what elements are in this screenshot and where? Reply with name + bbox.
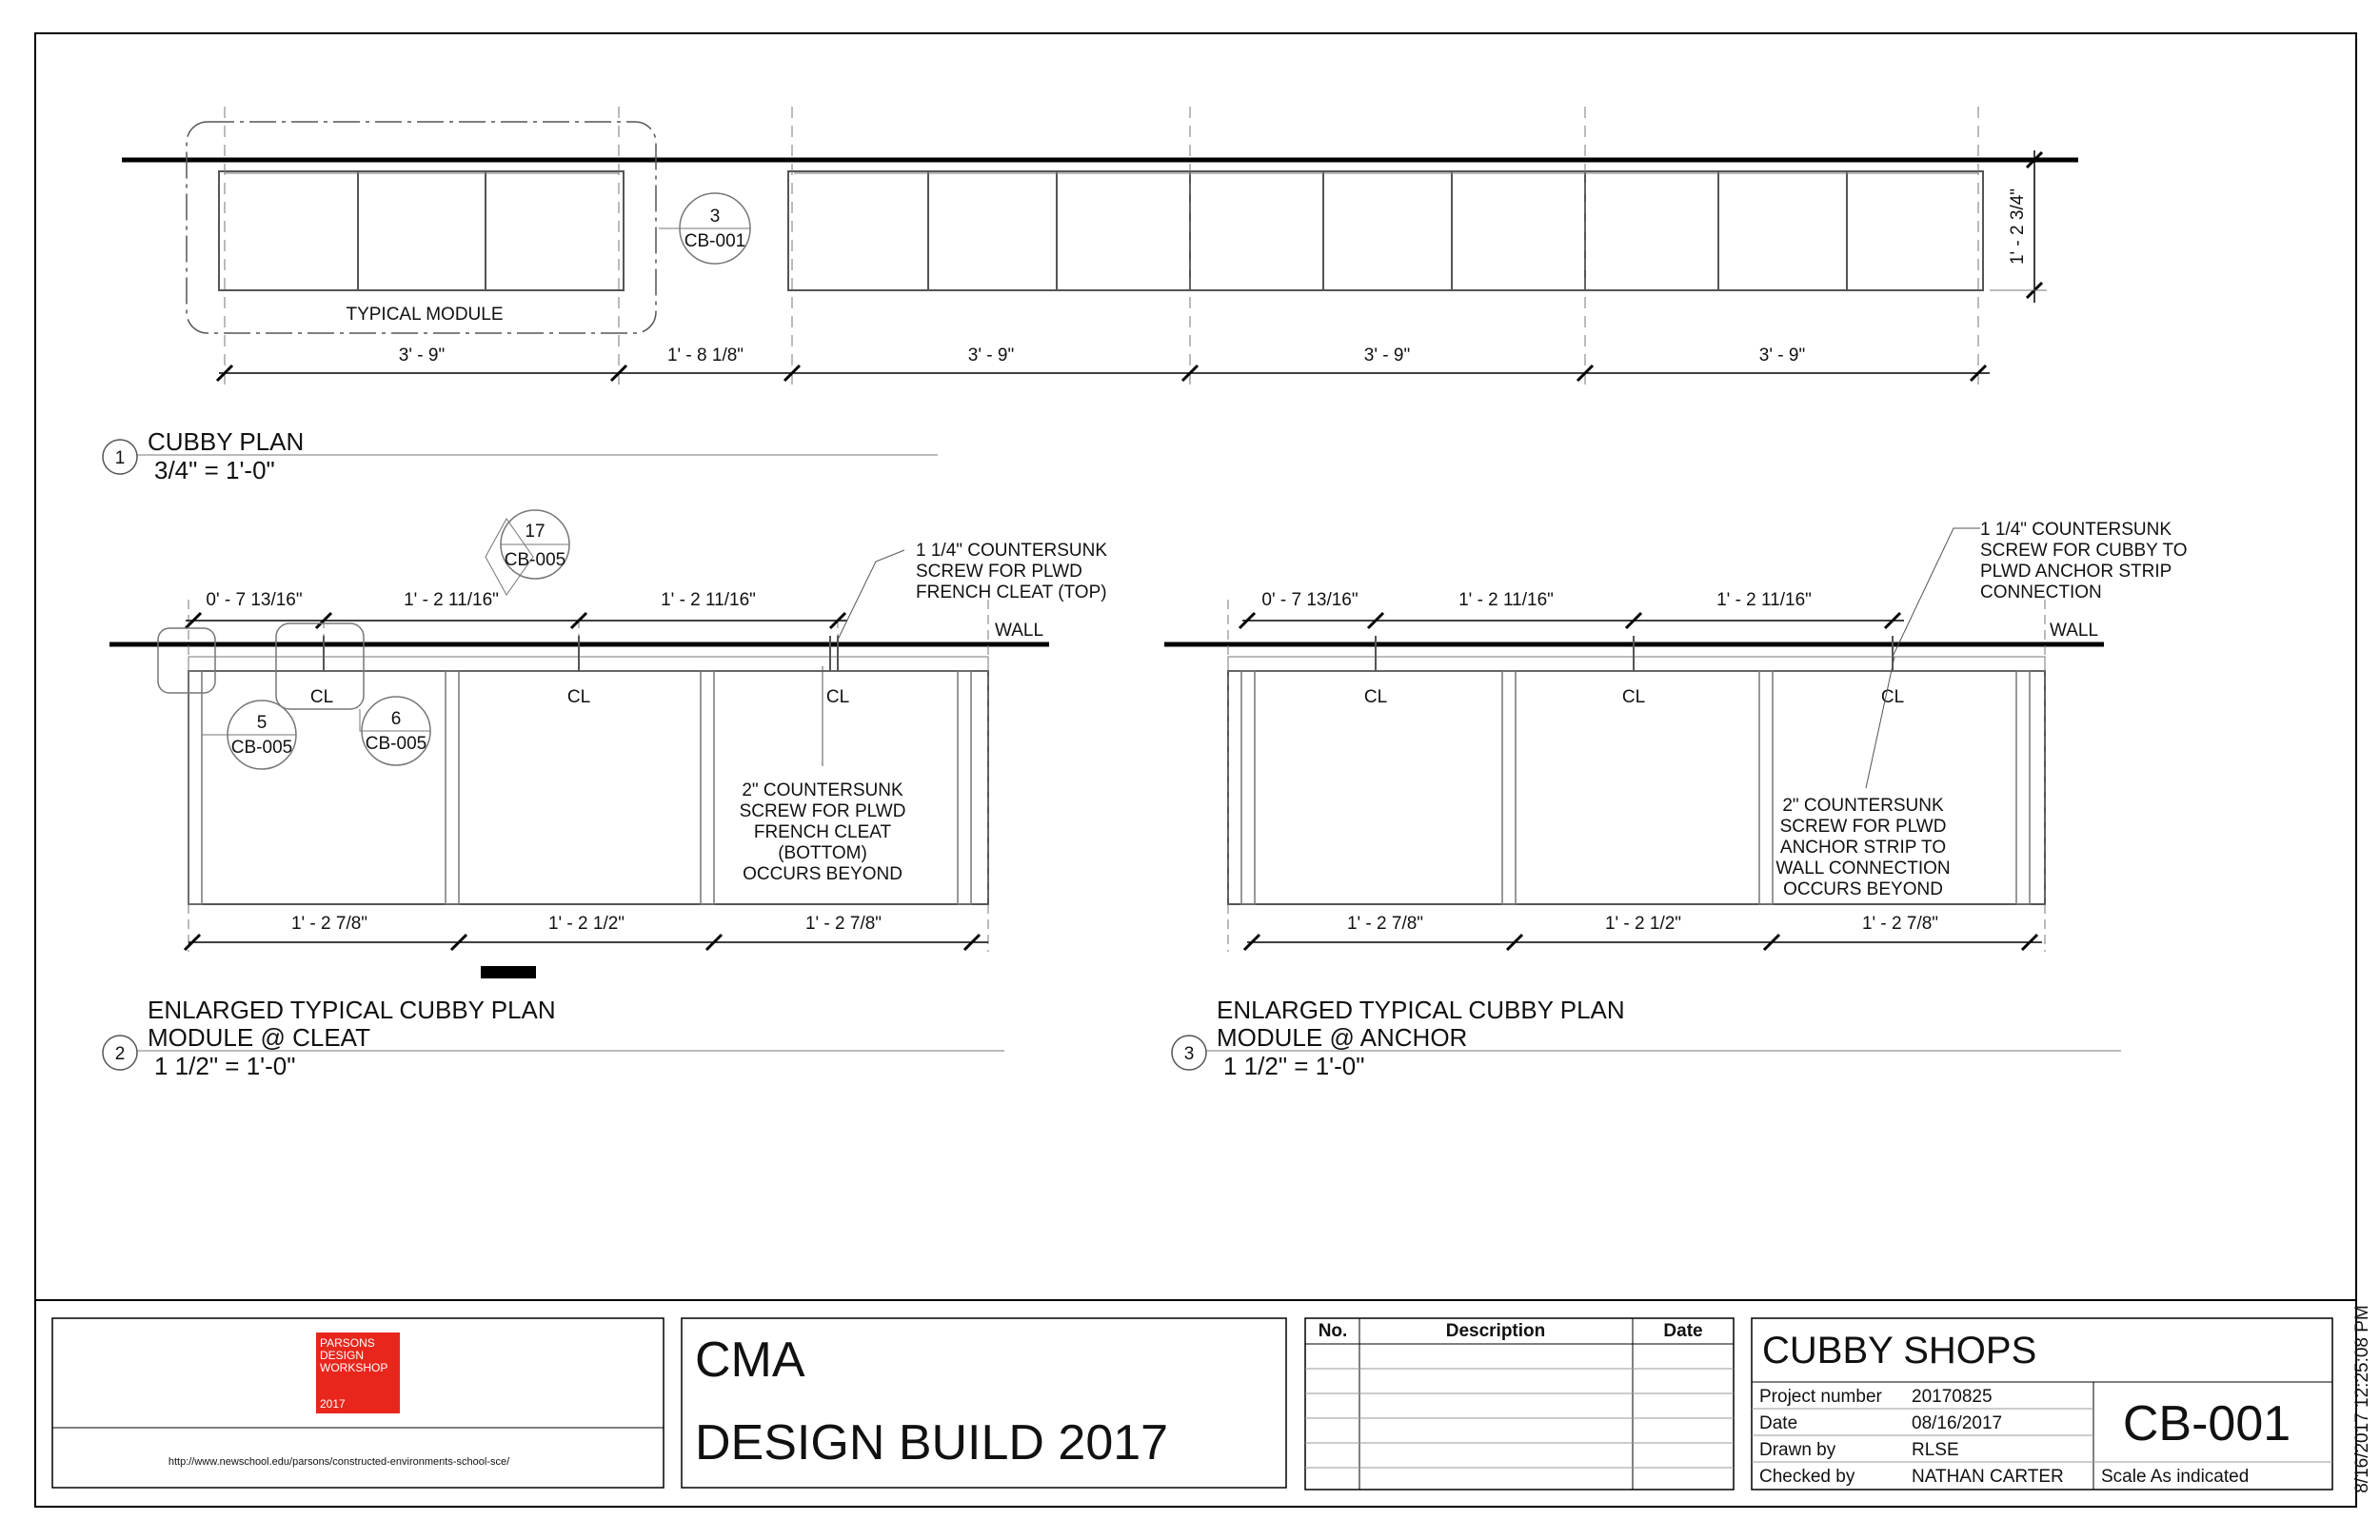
plan2-note-top-2: SCREW FOR PLWD [916,562,1082,582]
checked-by-label: Checked by [1759,1467,1855,1487]
view-3-scale: 1 1/2" = 1'-0" [1223,1052,1365,1080]
plan2-cl-2: CL [566,687,591,707]
callout-3-ref: CB-001 [684,231,746,251]
plan2-note-bottom-1: 2" COUNTERSUNK [742,780,903,800]
plan2-note-bottom-3: FRENCH CLEAT [753,822,892,842]
callout-17-num: 17 [525,522,545,542]
drawn-by-label: Drawn by [1759,1440,1836,1460]
view-2-title-line2: MODULE @ CLEAT [148,1023,370,1052]
plan3-cl-1: CL [1363,687,1388,707]
sheet-name: CUBBY SHOPS [1762,1330,2037,1372]
plan3-cl-2: CL [1621,687,1646,707]
plan2-bottom-dim-1: 1' - 2 7/8" [290,914,368,934]
plan3-bottom-dim-3: 1' - 2 7/8" [1861,914,1939,934]
project-number-value: 20170825 [1912,1387,1993,1407]
plan3-note-bottom-1: 2" COUNTERSUNK [1782,796,1944,816]
plan2-cl-3: CL [825,687,850,707]
plan3-note-bottom-4: WALL CONNECTION [1775,859,1951,879]
plan1-dim-4: 3' - 9" [1363,346,1411,365]
plan3-note-top-3: PLWD ANCHOR STRIP [1980,562,2172,582]
plan2-cl-1: CL [309,687,334,707]
date-value: 08/16/2017 [1912,1413,2003,1433]
view-3-title-line1: ENLARGED TYPICAL CUBBY PLAN [1217,996,1625,1024]
plan2-top-dim-3: 1' - 2 11/16" [661,590,756,610]
callout-5-ref: CB-005 [230,738,293,758]
drawn-by-value: RLSE [1912,1440,1959,1460]
view-3-title-line2: MODULE @ ANCHOR [1217,1023,1468,1052]
scale-label: Scale As indicated [2101,1467,2250,1487]
callout-5-num: 5 [256,713,268,733]
client-name: CMA [695,1333,805,1388]
plan3-wall-label: WALL [2050,621,2099,641]
plan2-note-top-1: 1 1/4" COUNTERSUNK [916,541,1108,561]
project-number-label: Project number [1759,1387,1882,1407]
view-1-number: 1 [114,448,126,468]
plan2-top-dim-2: 1' - 2 11/16" [404,590,499,610]
plan3-note-bottom-3: ANCHOR STRIP TO [1779,838,1947,858]
plan2-note-bottom-2: SCREW FOR PLWD [739,801,906,821]
print-timestamp: 8/16/2017 12:25:08 PM [2352,1305,2372,1493]
plan3-note-bottom-5: OCCURS BEYOND [1783,879,1943,899]
logo-line-2: DESIGN [320,1349,365,1362]
view-2-scale: 1 1/2" = 1'-0" [154,1052,296,1080]
plan3-note-top-4: CONNECTION [1980,582,2102,602]
cubby-plan-view [103,107,2078,484]
plan1-dim-1: 3' - 9" [398,346,446,365]
plan3-top-dim-3: 1' - 2 11/16" [1716,590,1812,610]
plan2-bottom-dim-3: 1' - 2 7/8" [804,914,883,934]
plan3-bottom-dim-2: 1' - 2 1/2" [1604,914,1682,934]
plan3-note-bottom-2: SCREW FOR PLWD [1779,817,1947,837]
plan2-note-bottom-4: (BOTTOM) [778,843,867,863]
plan1-dim-right: 1' - 2 3/4" [2008,188,2028,266]
rev-col-no: No. [1318,1321,1348,1341]
anchor-plan-view [1164,520,2187,1080]
plan3-top-dim-1: 0' - 7 13/16" [1261,590,1359,610]
view-2-title-line1: ENLARGED TYPICAL CUBBY PLAN [148,996,556,1024]
plan3-bottom-dim-1: 1' - 2 7/8" [1346,914,1424,934]
section-mark [481,966,536,978]
callout-3-num: 3 [709,207,721,227]
rev-col-description: Description [1445,1321,1546,1341]
plan2-bottom-dim-2: 1' - 2 1/2" [547,914,625,934]
cleat-plan-view [103,510,1107,1080]
typical-module-label: TYPICAL MODULE [346,305,504,325]
plan1-dim-3: 3' - 9" [967,346,1015,365]
plan2-wall-label: WALL [995,621,1044,641]
plan1-dim-5: 3' - 9" [1758,346,1806,365]
checked-by-value: NATHAN CARTER [1912,1467,2064,1487]
view-3-number: 3 [1183,1044,1195,1064]
callout-17-ref: CB-005 [504,550,566,570]
title-block [52,1318,2332,1490]
plan3-note-top-1: 1 1/4" COUNTERSUNK [1980,520,2172,540]
logo-line-1: PARSONS [320,1336,375,1350]
logo-line-3: WORKSHOP [320,1361,388,1374]
date-label: Date [1759,1413,1798,1433]
sheet-number: CB-001 [2122,1396,2291,1451]
website-url: http://www.newschool.edu/parsons/constructed-environments-school-sce/ [168,1456,510,1468]
callout-6-num: 6 [390,709,402,729]
plan2-note-top-3: FRENCH CLEAT (TOP) [916,582,1107,602]
plan3-note-top-2: SCREW FOR CUBBY TO [1980,541,2188,561]
project-title: DESIGN BUILD 2017 [695,1415,1169,1471]
plan2-note-bottom-5: OCCURS BEYOND [743,864,902,884]
rev-col-date: Date [1663,1321,1703,1341]
plan3-top-dim-2: 1' - 2 11/16" [1458,590,1554,610]
plan2-top-dim-1: 0' - 7 13/16" [206,590,303,610]
plan1-dim-2: 1' - 8 1/8" [666,346,744,365]
view-2-number: 2 [114,1044,126,1064]
view-1-scale: 3/4" = 1'-0" [154,456,275,484]
plan3-cl-3: CL [1880,687,1905,707]
callout-6-ref: CB-005 [365,734,427,754]
view-1-title: CUBBY PLAN [148,427,305,456]
logo-line-4: 2017 [320,1397,346,1411]
